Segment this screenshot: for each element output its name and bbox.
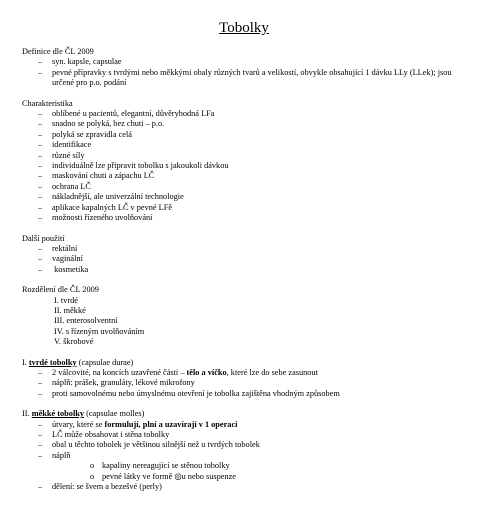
section-charakteristika — [22, 99, 466, 224]
section-rozdeleni — [22, 285, 466, 347]
dash-marker: – — [38, 388, 43, 398]
dash-marker: – — [38, 171, 43, 181]
list-item: – LČ může obsahovat i stěna tobolky — [38, 430, 170, 439]
dash-marker: – — [38, 254, 43, 264]
list-item: – proti samovolnému nebo úmyslnému otevření je tobolka zajištěna vhodným způsobem — [38, 388, 340, 398]
term-mekke-tobolky: měkké tobolky — [31, 409, 85, 419]
list-item: – identifikace — [38, 140, 92, 150]
dash-marker: – — [38, 57, 43, 67]
list-item: – syn. kapsle, capsulae — [38, 57, 122, 67]
sub-list-item: o pevné látky ve formě ◎u nebo suspenze — [90, 471, 236, 481]
list-item: – individuálně lze připravit tobolku s jakoukoli dávkou — [38, 161, 229, 171]
dash-marker: – — [38, 161, 43, 171]
numbered-item: III. enterosolventní — [54, 316, 118, 326]
circle-bullet-icon: o — [90, 471, 95, 481]
list-item: – rektální — [38, 243, 78, 253]
list-item: – vaginální — [38, 254, 83, 264]
section-heading: Definice dle ČL 2009 — [22, 47, 94, 56]
list-item: – kosmetika — [38, 264, 89, 274]
dash-marker: – — [38, 129, 43, 139]
section-heading: Charakteristika — [22, 98, 73, 108]
dash-marker: – — [38, 367, 43, 377]
numbered-item: V. škrobové — [54, 337, 94, 347]
section-heading: I. tvrdé tobolky (capsulae durae) — [22, 357, 134, 367]
dash-marker: – — [38, 430, 43, 439]
term-tvrde-tobolky: tvrdé tobolky — [28, 357, 77, 367]
dash-marker: – — [38, 213, 43, 223]
dash-marker: – — [38, 150, 43, 160]
section-heading: Rozdělení dle ČL 2009 — [22, 285, 99, 295]
dash-marker: – — [38, 440, 43, 450]
dash-marker: – — [38, 450, 43, 460]
section-mekke-tobolky — [22, 409, 466, 492]
list-item: – pevné přípravky s tvrdými nebo měkkými obaly různých tvarů a velikostí, obvykle obsahující 1 dávku LLy (LLek); jsou určené pro p.o. podání — [38, 67, 452, 88]
dash-marker: – — [38, 482, 43, 492]
dash-marker: – — [38, 140, 43, 150]
list-item: – různé síly — [38, 150, 85, 160]
circle-bullet-icon: o — [90, 461, 95, 471]
dash-marker: – — [38, 109, 43, 119]
dash-marker: – — [38, 378, 43, 388]
list-item: – náplň — [38, 450, 71, 460]
numbered-item: I. tvrdé — [54, 295, 78, 305]
list-item: – nákladnější, ale univerzální technologie — [38, 192, 184, 202]
dash-marker: – — [38, 202, 43, 212]
numbered-item: II. měkké — [54, 305, 86, 315]
list-item: – obal u těchto tobolek je většinou silnější než u tvrdých tobolek — [38, 440, 260, 450]
dash-marker: – — [38, 192, 43, 202]
dash-marker: – — [38, 181, 43, 191]
section-definice — [22, 47, 466, 89]
list-item: – dělení: se švem a bezešvé (perly) — [38, 482, 162, 492]
list-item: – oblíbené u pacientů, elegantní, důvěryhodná LFa — [38, 109, 215, 119]
numbered-item: IV. s řízeným uvolňováním — [54, 326, 145, 336]
sub-list-item: o kapaliny nereagující se stěnou tobolky — [90, 461, 230, 471]
list-item: – polyká se zpravidla celá — [38, 129, 132, 139]
section-heading: Další použití — [22, 233, 65, 243]
section-heading: II. měkké tobolky (capsulae molles) — [22, 409, 145, 419]
dash-marker: – — [38, 67, 43, 77]
list-item: – 2 válcovité, na koncích uzavřené části – tělo a víčko, které lze do sebe zasunout — [38, 367, 318, 377]
section-dalsi-pouziti — [22, 234, 466, 276]
list-item: – náplň: prášek, granuláty, lékové mikrofony — [38, 378, 195, 388]
list-item: – maskování chuti a zápachu LČ — [38, 171, 155, 181]
section-tvrde-tobolky — [22, 358, 466, 400]
dash-marker: – — [38, 264, 43, 274]
document-title: Tobolky — [219, 20, 269, 36]
list-item: – možnosti řízeného uvolňování — [38, 213, 153, 223]
list-item: – aplikace kapalných LČ v pevné LFě — [38, 202, 173, 212]
dash-marker: – — [38, 419, 43, 429]
list-item: – útvary, které se formulují, plní a uzavírají v 1 operaci — [38, 419, 238, 429]
list-item: – ochrana LČ — [38, 181, 91, 191]
dash-marker: – — [38, 243, 43, 253]
dash-marker: – — [38, 119, 43, 129]
list-item: – snadno se polyká, bez chuti – p.o. — [38, 119, 165, 129]
